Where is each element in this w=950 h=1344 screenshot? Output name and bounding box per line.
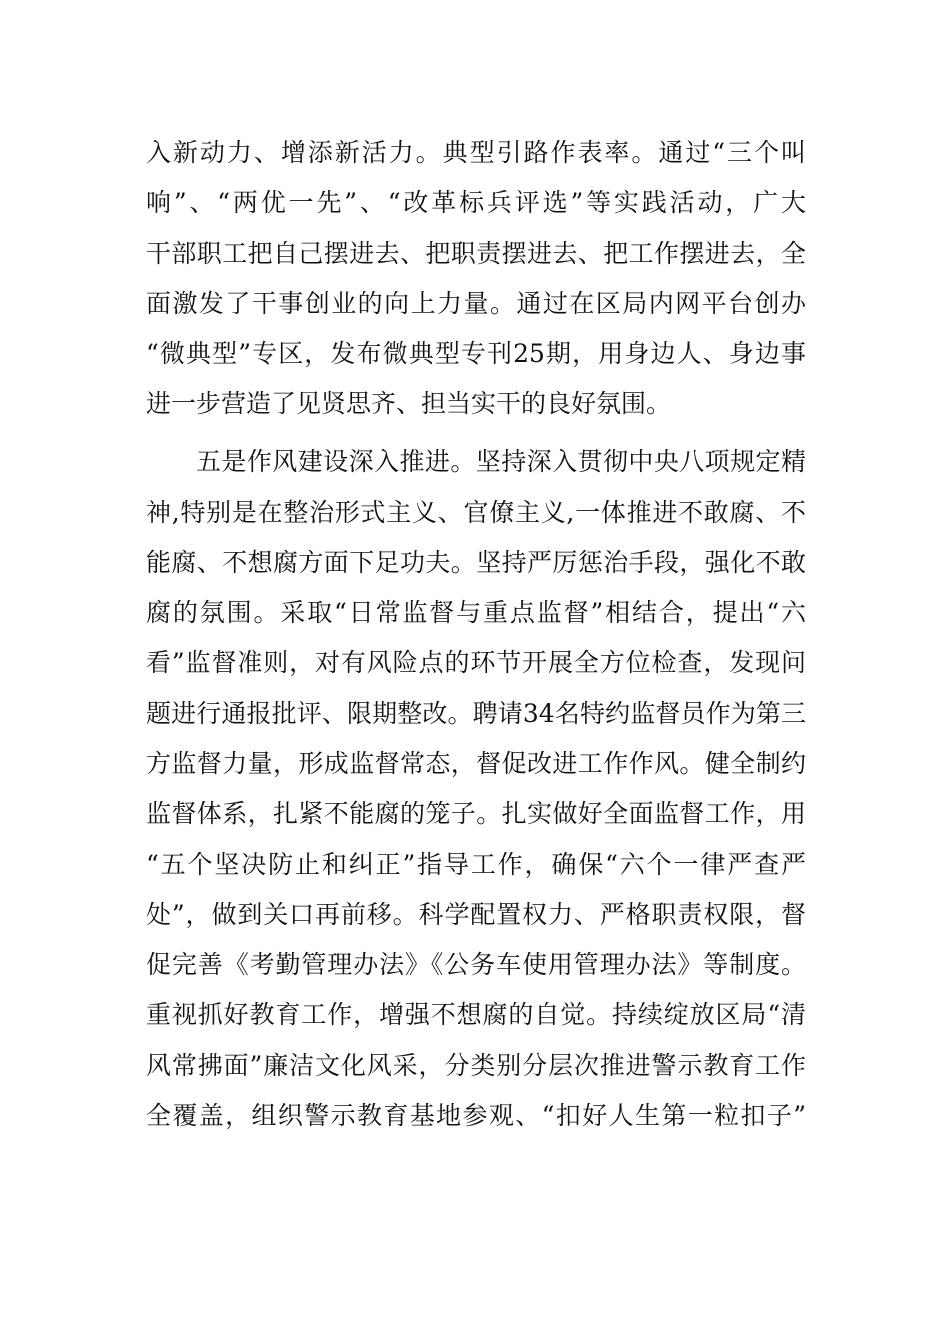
text-line: 入新动力、增添新活力。典型引路作表率。通过“三个叫 (146, 138, 806, 167)
text-line: “五个坚决防止和纠正”指导工作，确保“六个一律严查严 (146, 850, 806, 879)
text-line: 面激发了干事创业的向上力量。通过在区局内网平台创办 (146, 289, 806, 318)
text-line: 响”、“两优一先”、“改革标兵评选”等实践活动，广大 (146, 188, 806, 217)
text-line: 干部职工把自己摆进去、把职责摆进去、把工作摆进去，全 (146, 239, 806, 268)
text-line: 处”，做到关口再前移。科学配置权力、严格职责权限，督 (146, 900, 806, 929)
text-line: 腐的氛围。采取“日常监督与重点监督”相结合，提出“六 (146, 598, 806, 627)
text-line: 全覆盖，组织警示教育基地参观、“扣好人生第一粒扣子” (146, 1101, 806, 1130)
text-line: 重视抓好教育工作，增强不想腐的自觉。持续绽放区局“清 (146, 1000, 806, 1029)
text-line: “微典型”专区，发布微典型专刊25期，用身边人、身边事 (146, 339, 806, 368)
text-line: 方监督力量，形成监督常态，督促改进工作作风。健全制约 (146, 749, 806, 778)
text-line: 能腐、不想腐方面下足功夫。坚持严厉惩治手段，强化不敢 (146, 548, 806, 577)
text-line: 看”监督准则，对有风险点的环节开展全方位检查，发现问 (146, 648, 806, 677)
text-line: 促完善《考勤管理办法》《公务车使用管理办法》等制度。 (146, 950, 806, 979)
text-line: 题进行通报批评、限期整改。聘请34名特约监督员作为第三 (146, 699, 806, 728)
text-line: 进一步营造了见贤思齐、担当实干的良好氛围。 (146, 389, 672, 418)
text-line: 风常拂面”廉洁文化风采，分类别分层次推进警示教育工作 (146, 1051, 806, 1080)
text-line: 神,特别是在整治形式主义、官僚主义,一体推进不敢腐、不 (146, 498, 806, 527)
text-line: 监督体系，扎紧不能腐的笼子。扎实做好全面监督工作，用 (146, 799, 806, 828)
text-line: 五是作风建设深入推进。坚持深入贯彻中央八项规定精 (196, 447, 806, 476)
